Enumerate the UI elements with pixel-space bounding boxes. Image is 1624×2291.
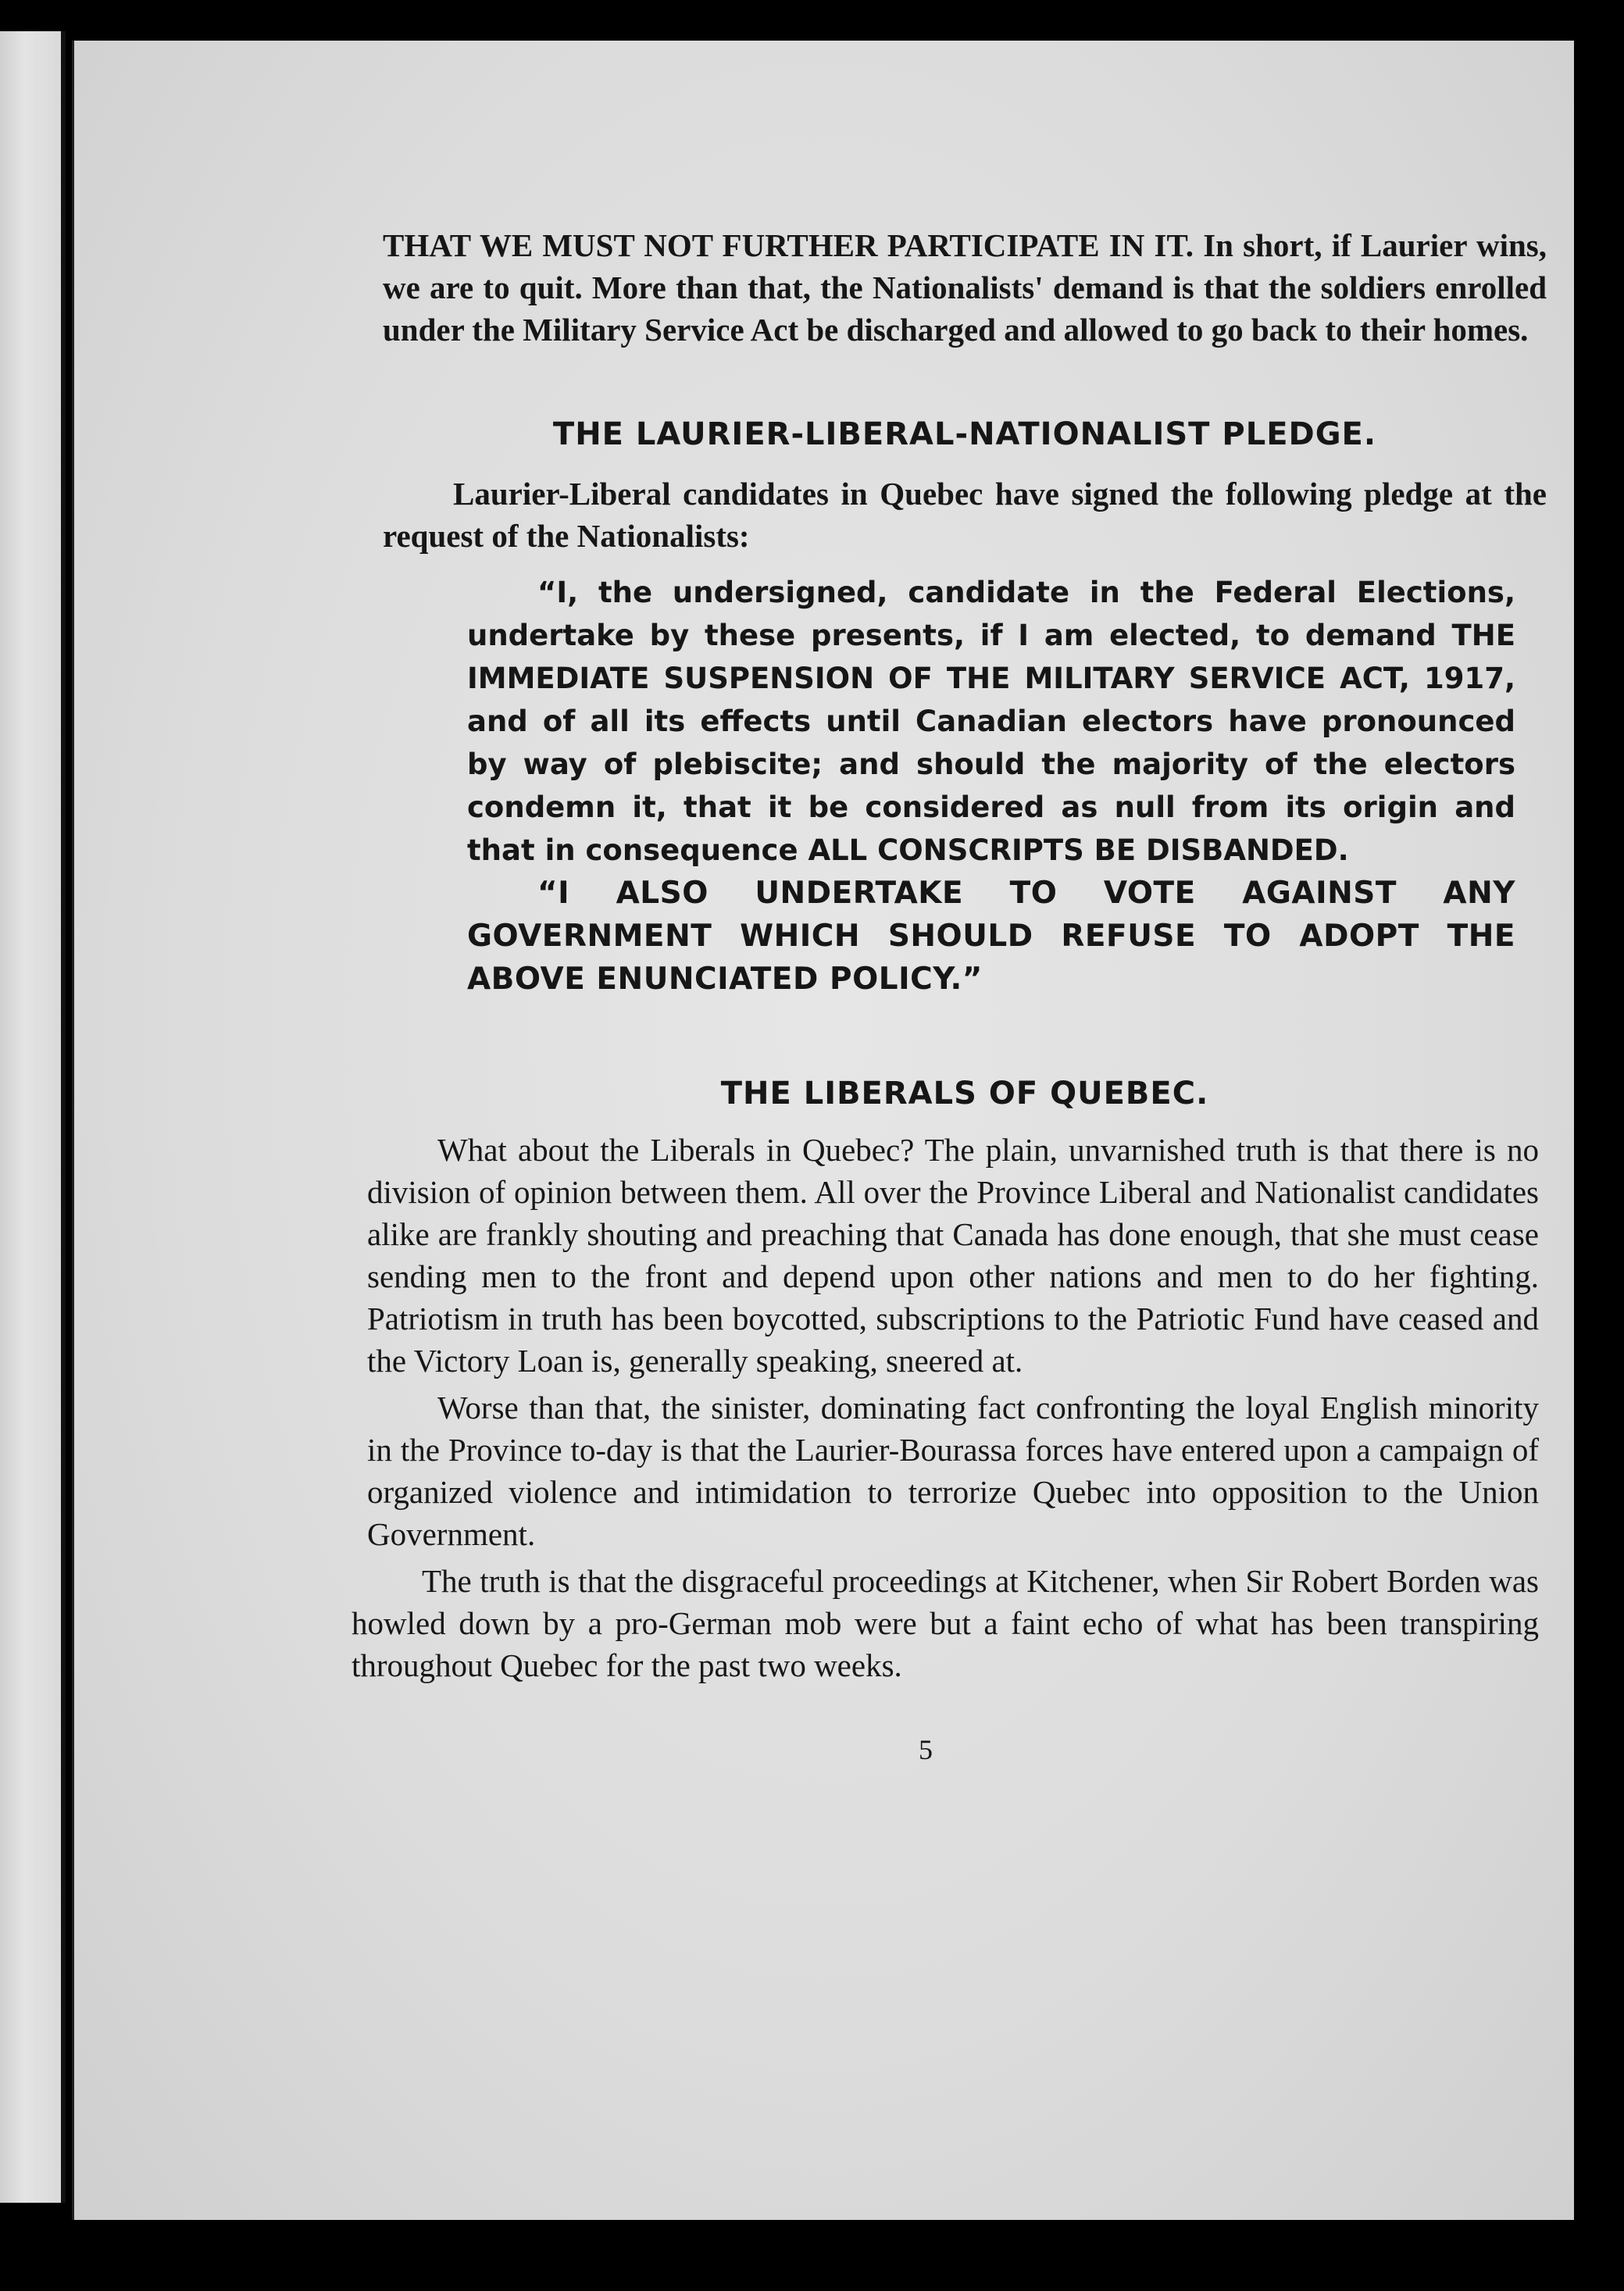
pledge-vote-paragraph: “I ALSO UNDERTAKE TO VOTE AGAINST ANY GOVERNMENT WHICH SHOULD REFUSE TO ADOPT THE ABOVE ENUNCIATED POLICY.” (467, 876, 1515, 997)
page-content (352, 224, 1547, 1766)
liberals-paragraph-2: Worse than that, the sinister, dominating fact confronting the loyal English minority in the Province to-day is that the Laurier-Bourassa forces have entered upon a campaign of organized violence and intimidation to terrorize Quebec into opposition to the Union Government. (367, 1390, 1539, 1552)
intro-paragraph: THAT WE MUST NOT FURTHER PARTICIPATE IN IT. In short, if Laurier wins, we are to quit. More than that, the Nationalists' demand is that the soldiers enrolled under the Military Service Act be discharged and allowed to go back to their homes. (383, 227, 1547, 348)
liberals-heading: THE LIBERALS OF QUEBEC. (720, 1076, 1209, 1112)
pledge-heading: THE LAURIER-LIBERAL-NATIONALIST PLEDGE. (552, 416, 1377, 452)
page-number: 5 (919, 1734, 933, 1765)
liberals-paragraph-1: What about the Liberals in Quebec? The plain, unvarnished truth is that there is no division of opinion between them. All over the Province Liberal and Nationalist candidates alike are frankly shouting and preaching that Canada has done enough, that she must cease sending men to the front and depend upon other nations and men to do her fighting. Patriotism in truth has been boycotted, subscriptions to the Patriotic Fund have ceased and the Victory Loan is, generally speaking, sneered at. (367, 1132, 1539, 1379)
document-page (72, 41, 1574, 2220)
pledge-quote-paragraph: “I, the undersigned, candidate in the Federal Elections, undertake by these presents, if I am elected, to demand THE IMMEDIATE SUSPENSION OF THE MILITARY SERVICE ACT, 1917, and of all its effects until Canadian electors have pronounced by way of plebiscite; and should the majority of the electors condemn it, that it be considered as null from its origin and that in consequence ALL CONSCRIPTS BE DISBANDED. (467, 576, 1515, 867)
adjacent-page-edge (0, 31, 66, 2203)
pledge-intro-paragraph: Laurier-Liberal candidates in Quebec have signed the following pledge at the request of the Nationalists: (383, 476, 1547, 554)
liberals-paragraph-3: The truth is that the disgraceful proceedings at Kitchener, when Sir Robert Borden was howled down by a pro-German mob were but a faint echo of what has been transpiring throughout Quebec for the past two weeks. (352, 1563, 1539, 1683)
